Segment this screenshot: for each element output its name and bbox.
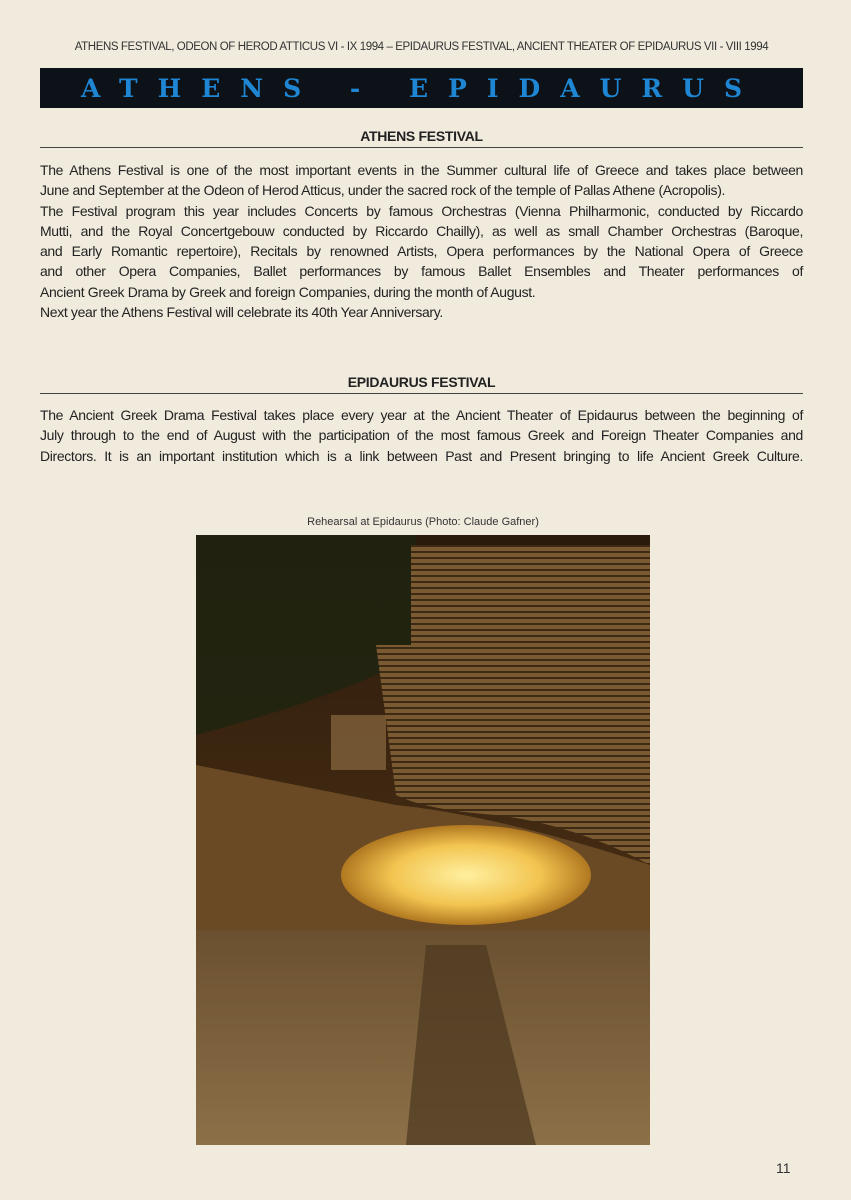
text-line: June and September at the Odeon of Herod Atticus, under the sacred rock of the temple of Pallas Athene (Acropolis). [40,182,726,199]
theater-photo-illustration [196,535,650,1145]
text-line: and Early Romantic repertoire), Recitals by renowned Artists, Opera performances by the National Opera of Greece [40,243,803,260]
text-line: The Ancient Greek Drama Festival takes place every year at the Ancient Theater of Epidaurus between the beginning of [40,407,803,423]
theater-photo [196,535,650,1145]
text-line: Directors. It is an important institution which is a link between Past and Present bringing to life Ancient Greek Culture. [40,447,803,464]
photo-caption: Rehearsal at Epidaurus (Photo: Claude Gafner) [307,516,539,528]
text-line: and other Opera Companies, Ballet performances by famous Ballet Ensembles and Theater performances of [40,263,803,280]
section-heading-epidaurus: EPIDAURUS FESTIVAL [40,374,803,394]
text-line: Mutti, and the Royal Concertgebouw conducted by Riccardo Chailly), as well as small Chamber Orchestras (Baroque, [40,222,803,239]
epidaurus-paragraph [40,405,803,466]
text-line: July through to the end of August with the participation of the most famous Greek and Foreign Theater Companies and [40,427,803,444]
title-banner [40,68,803,108]
athens-paragraph [40,160,803,322]
page-number: 11 [776,1160,791,1176]
text-line: The Athens Festival is one of the most important events in the Summer cultural life of Greece and takes place between [40,162,803,178]
banner-title: ATHENS - EPIDAURUS [80,73,763,103]
text-line: Next year the Athens Festival will celebrate its 40th Year Anniversary. [40,304,443,321]
section-heading-athens: ATHENS FESTIVAL [40,128,803,148]
text-line: The Festival program this year includes Concerts by famous Orchestras (Vienna Philharmonic, conducted by Riccardo [40,202,803,219]
running-header: ATHENS FESTIVAL, ODEON OF HEROD ATTICUS VI - IX 1994 – EPIDAURUS FESTIVAL, ANCIENT THEATER OF EPIDAURUS VII - VIII 1994 [74,41,769,53]
text-line: Ancient Greek Drama by Greek and foreign Companies, during the month of August. [40,283,536,300]
